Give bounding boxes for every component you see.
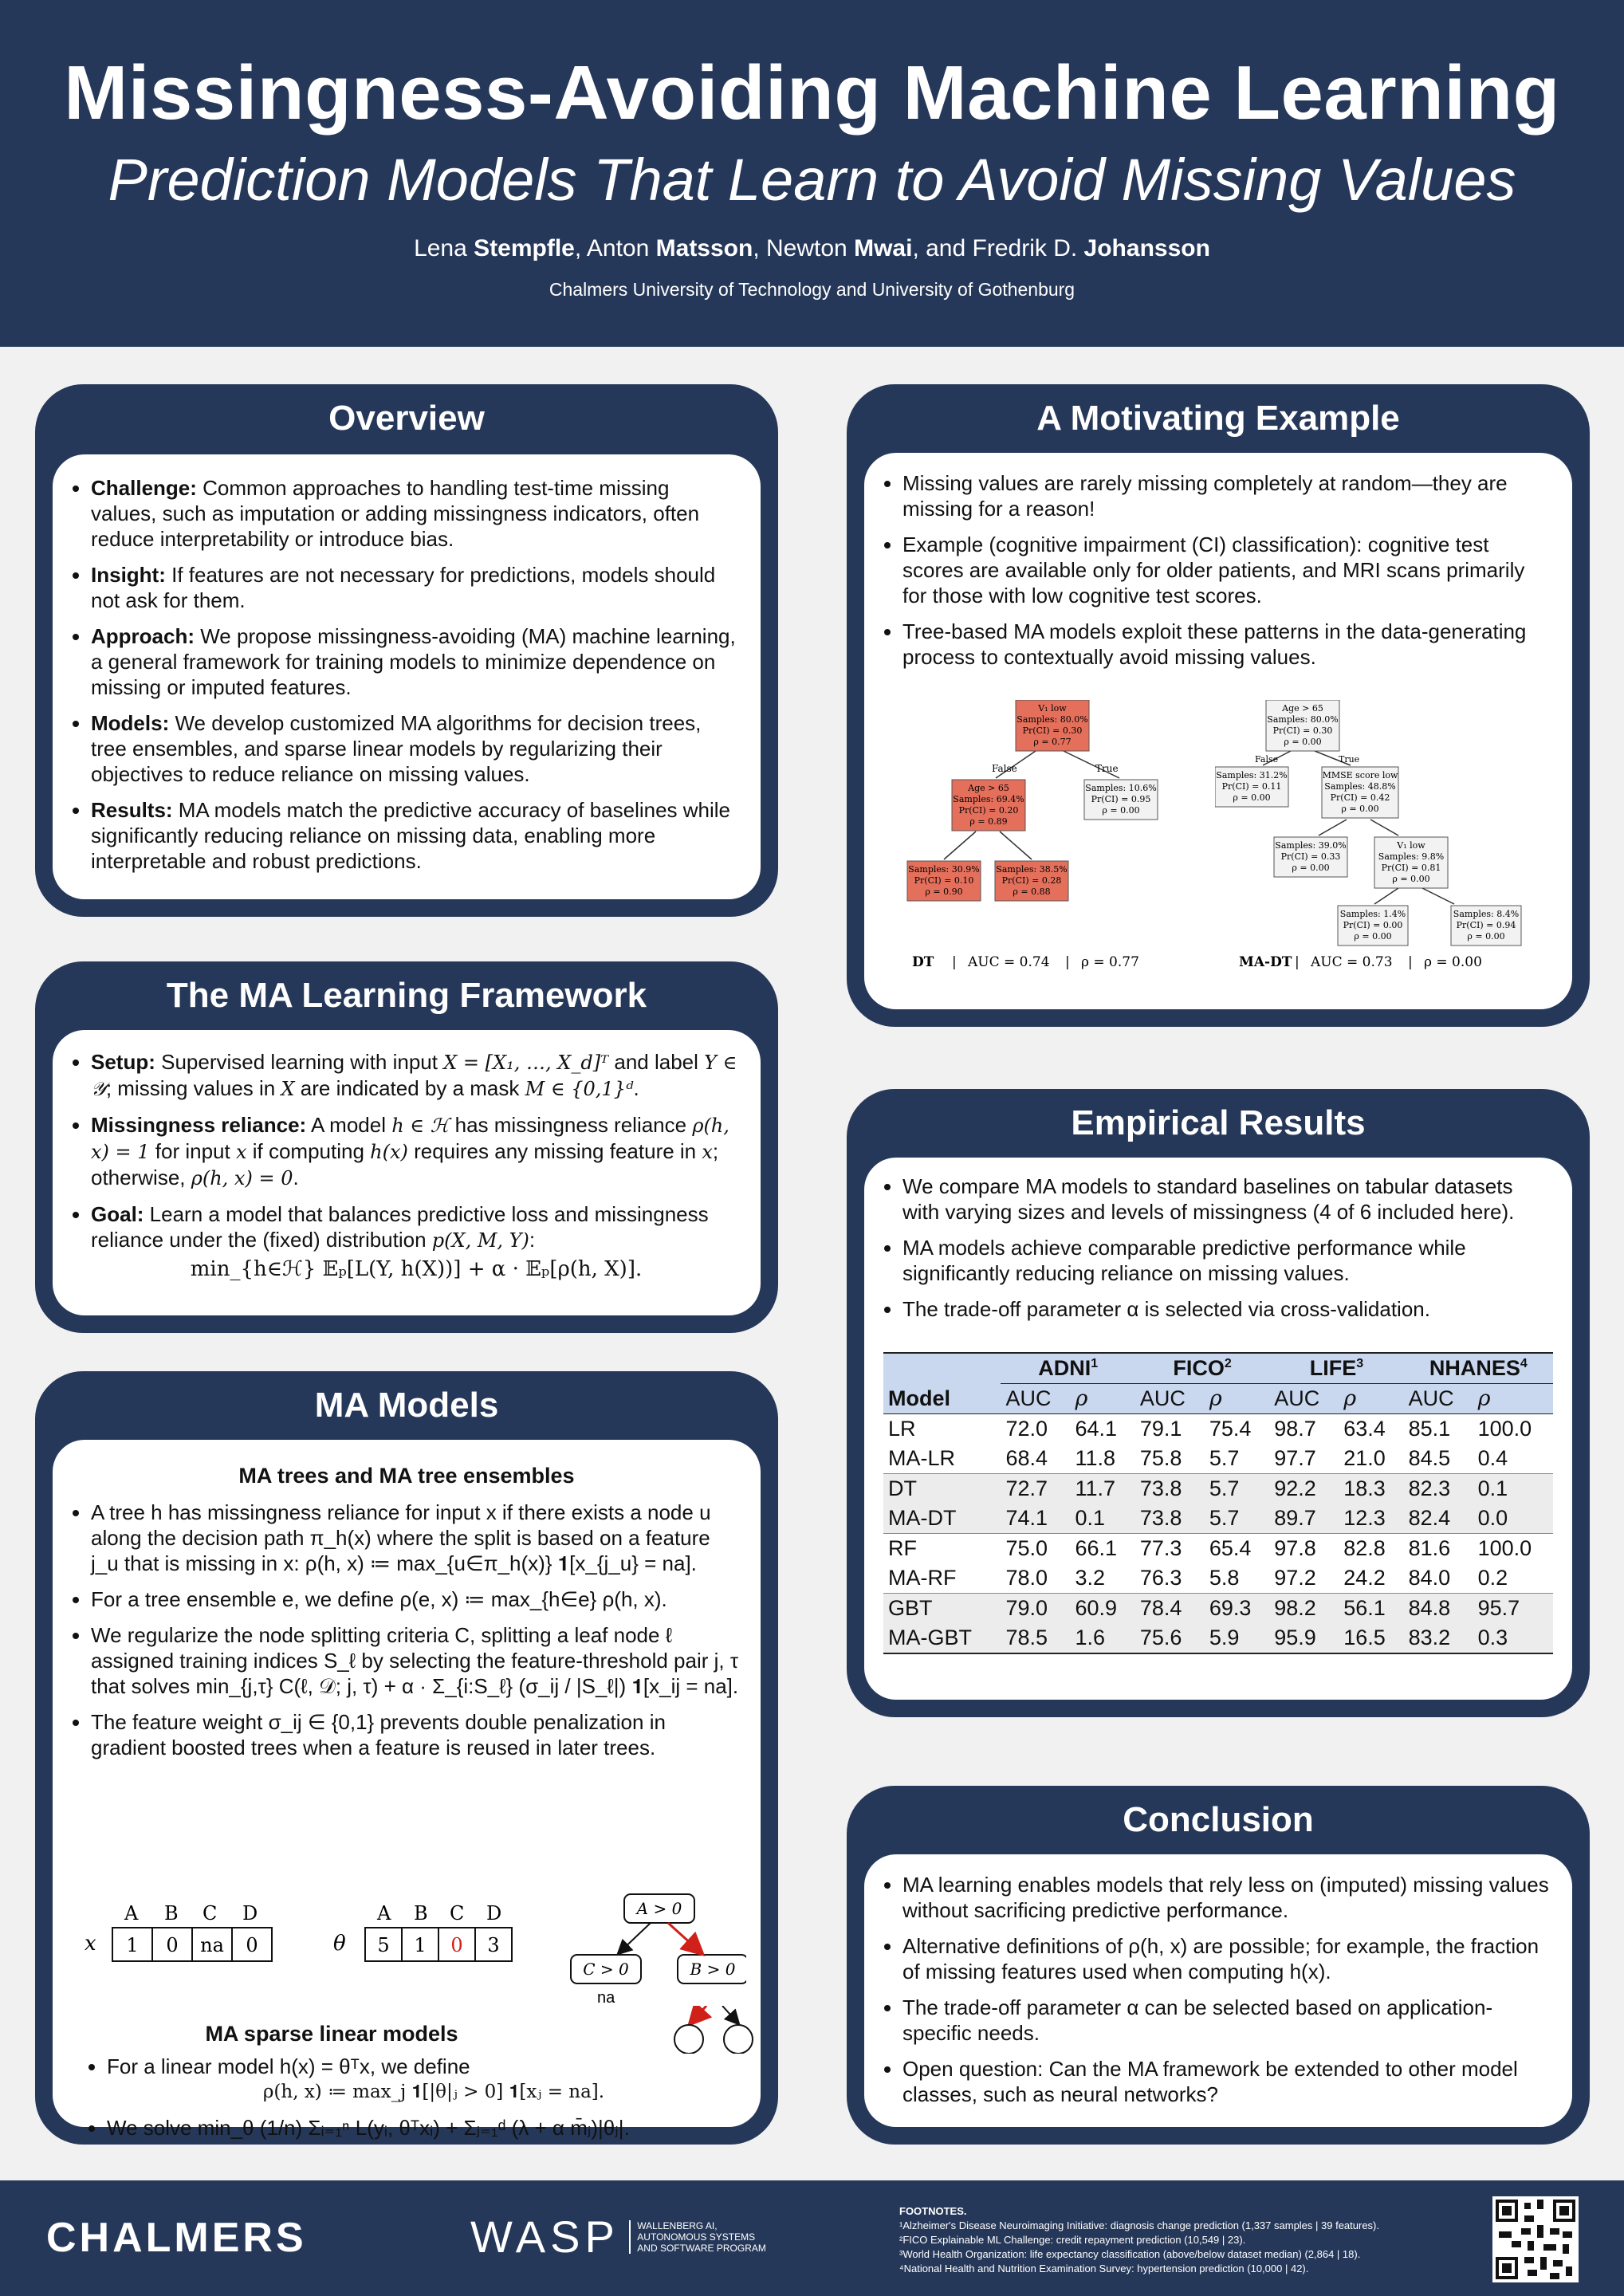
auc-cell: 75.0 [1005,1536,1048,1560]
auc-cell: 78.4 [1139,1596,1182,1620]
model-cell: LR [888,1417,916,1441]
dataset-header: ADNI$^1$ [1001,1353,1134,1384]
svg-text:Pr(CI) = 0.94: Pr(CI) = 0.94 [1456,920,1516,930]
auc-cell: 68.4 [1005,1446,1048,1470]
dataset-header: FICO$^2$ [1135,1353,1269,1384]
auc-cell: 89.7 [1274,1506,1316,1530]
svg-text:ρ = 0.88: ρ = 0.88 [1013,887,1051,897]
conclusion-list [864,1854,1572,2107]
x-value: 0 [246,1934,258,1956]
auc-cell: 79.0 [1005,1596,1048,1620]
rho-cell: 16.5 [1343,1626,1386,1649]
split-example-figure [69,1886,746,2006]
svg-text:Samples: 1.4%: Samples: 1.4% [1339,909,1406,919]
author-1: Lena Stempfle, [414,235,582,261]
poster-footer [0,2180,1624,2296]
linear-heading: MA sparse linear models [205,2022,458,2046]
auc-cell: 73.8 [1139,1506,1182,1530]
auc-cell: 72.7 [1005,1476,1048,1500]
table-row [883,1623,1553,1653]
svg-text:ρ = 0.00: ρ = 0.00 [1392,874,1430,884]
results-table-body [883,1414,1553,1654]
dt-node-leaf-b [995,861,1068,901]
list-item: • Alternative definitions of ρ(h, x) are possible; for example, the fraction of missing features used when computing h(x). [902,1933,1550,1984]
svg-text:AUC = 0.73: AUC = 0.73 [1311,954,1393,970]
rho-cell: 0.4 [1477,1446,1508,1470]
model-cell: MA-DT [888,1506,957,1530]
x-value: 0 [166,1934,179,1956]
svg-text:Samples: 8.4%: Samples: 8.4% [1453,909,1520,919]
rho-cell: 11.8 [1075,1446,1116,1470]
table-row [883,1594,1553,1624]
table-row [883,1504,1553,1534]
svg-text:ρ = 0.90: ρ = 0.90 [925,887,963,897]
list-item: • The trade-off parameter α can be selected based on application-specific needs. [902,1995,1550,2046]
auc-cell: 82.3 [1408,1476,1451,1500]
model-cell: MA-LR [888,1446,956,1470]
footnotes: FOOTNOTES. ¹Alzheimer's Disease Neuroimaging Initiative: diagnosis change prediction (1,337 samples | 39 features). ²FICO Explainable ML Challenge: credit repayment prediction (10,549 | 23). ³World Health Organization: life expectancy classification (above/below dataset median) (2,864 | 18). ⁴National Health and Nutrition Examination Survey: hypertension prediction (10,000 | 42). [899,2205,1379,2274]
dt-node-root [1016,700,1089,751]
svg-text:V₁ low: V₁ low [1038,703,1067,714]
theta-vector [365,1902,512,1961]
auc-cell: 78.5 [1005,1626,1048,1649]
svg-text:|: | [1065,954,1070,970]
svg-text:Samples: 38.5%: Samples: 38.5% [996,864,1068,875]
rho-cell: 0.3 [1477,1626,1508,1649]
framework-list [53,1030,761,1282]
svg-text:ρ = 0.00: ρ = 0.00 [1341,804,1379,814]
list-item: • MA learning enables models that rely less on (imputed) missing values without sacrificing predictive performance. [902,1872,1550,1923]
svg-text:Pr(CI) = 0.81: Pr(CI) = 0.81 [1381,863,1441,873]
rho-cell: 56.1 [1343,1596,1386,1620]
list-item: • Results: MA models match the predictive accuracy of baselines while significantly reducing reliance on missing data, enabling more interpretable and robust predictions. [91,797,737,874]
theta-value-highlight: 0 [450,1934,463,1956]
list-item: • Goal: Learn a model that balances predictive loss and missingness reliance under the (fixed) distribution p(X, M, Y): min_{h∈ℋ} 𝔼ₚ[L(Y, h(X))] + α · 𝔼ₚ[ρ(h, X)]. [91,1201,741,1282]
auc-cell: 97.2 [1274,1566,1316,1590]
svg-text:Pr(CI) = 0.10: Pr(CI) = 0.10 [914,875,974,886]
false-branch-label: False [992,763,1017,774]
model-cell: GBT [888,1596,933,1620]
rho-cell: 21.0 [1343,1446,1386,1470]
true-branch-label: True [1339,754,1360,765]
dataset-header: LIFE$^3$ [1269,1353,1403,1384]
rho-header: ρ [1209,1386,1222,1411]
list-item: • Insight: If features are not necessary for predictions, models should not ask for them. [91,562,737,613]
list-item: • Approach: We propose missingness-avoiding (MA) machine learning, a general framework for training models to minimize dependence on missing or imputed features. [91,623,737,700]
rho-cell: 0.2 [1477,1566,1508,1590]
example-tree-leaves [611,2006,754,2054]
tree-left-node: C > 0 [583,1960,629,1979]
rho-cell: 64.1 [1075,1417,1118,1441]
qr-code-icon [1492,2196,1579,2282]
madt-caption [1239,954,1482,970]
svg-text:|: | [1408,954,1413,970]
rho-cell: 12.3 [1343,1506,1386,1530]
footnote: ²FICO Explainable ML Challenge: credit repayment prediction (10,549 | 23). [899,2234,1246,2246]
list-item: • Challenge: Common approaches to handling test-time missing values, such as imputation or adding missingness indicators, often reduce interpretability or introduce bias. [91,475,737,552]
svg-text:Samples: 80.0%: Samples: 80.0% [1267,714,1339,725]
svg-text:|: | [1295,954,1300,970]
auc-header: AUC [1139,1386,1186,1410]
list-item: • For a tree ensemble e, we define ρ(e, x) ≔ max_{h∈e} ρ(h, x). [91,1586,741,1612]
svg-text:Pr(CI) = 0.42: Pr(CI) = 0.42 [1330,792,1390,803]
true-branch-label: True [1095,763,1119,774]
author-2: Anton Matsson, [586,235,760,261]
author-4: Fredrik D. Johansson [972,235,1210,261]
footnote: ¹Alzheimer's Disease Neuroimaging Initiative: diagnosis change prediction (1,337 samples | 39 features). [899,2219,1379,2231]
list-item: • Models: We develop customized MA algorithms for decision trees, tree ensembles, and sparse linear models by regularizing their objectives to reduce reliance on missing values. [91,710,737,787]
svg-text:DT: DT [912,954,934,970]
linear-reliance-equation: ρ(h, x) ≔ max_j 𝟏[|θ|ⱼ > 0] 𝟏[xⱼ = na]. [262,2082,605,2102]
auc-cell: 92.2 [1274,1476,1316,1500]
poster-title: Missingness-Avoiding Machine Learning [64,50,1560,136]
overview-list [53,454,761,874]
svg-text:Pr(CI) = 0.20: Pr(CI) = 0.20 [958,805,1019,816]
column-label: C [203,1902,218,1924]
theta-vector-label: θ [333,1932,346,1956]
tree-root-node: A > 0 [636,1899,682,1918]
svg-text:Pr(CI) = 0.30: Pr(CI) = 0.30 [1022,725,1083,736]
goal-equation: min_{h∈ℋ} 𝔼ₚ[L(Y, h(X))] + α · 𝔼ₚ[ρ(h, X)]. [190,1257,643,1281]
dt-tree-figure [896,700,1199,1003]
list-item: • Open question: Can the MA framework be extended to other model classes, such as neural networks? [902,2056,1550,2107]
rho-cell: 95.7 [1477,1596,1520,1620]
auc-cell: 77.3 [1139,1536,1182,1560]
auc-cell: 84.8 [1408,1596,1451,1620]
rho-cell: 63.4 [1343,1417,1386,1441]
dt-caption [912,954,1139,970]
rho-cell: 5.7 [1209,1506,1240,1530]
model-column-header: Model [888,1386,950,1410]
svg-text:ρ = 0.00: ρ = 0.00 [1467,931,1505,942]
auc-cell: 98.2 [1274,1596,1316,1620]
x-vector-label: x [85,1932,96,1956]
dt-node-age [952,780,1025,831]
model-cell: MA-GBT [888,1626,972,1649]
list-item: • A tree h has missingness reliance for input x if there exists a node u along the decision path π_h(x) where the split is based on a feature j_u that is missing in x: ρ(h, x) ≔ max_{u∈π_h(x)} 𝟏[x_{j_u} = na]. [91,1500,741,1576]
svg-text:ρ = 0.00: ρ = 0.00 [1354,931,1392,942]
author-3: Newton Mwai, and [766,235,966,261]
overview-title: Overview [328,399,485,438]
rho-cell: 65.4 [1209,1536,1252,1560]
rho-cell: 0.1 [1075,1506,1106,1530]
svg-text:ρ = 0.77: ρ = 0.77 [1081,954,1139,970]
trees-list [53,1500,761,1760]
svg-text:Samples: 69.4%: Samples: 69.4% [953,794,1024,804]
table-row [883,1534,1553,1564]
auc-cell: 83.2 [1408,1626,1451,1649]
framework-panel [35,961,778,1333]
madt-node-leaf-mid [1274,837,1347,877]
column-label: D [242,1902,258,1924]
x-value: 1 [126,1934,139,1956]
chalmers-logo: CHALMERS [46,2215,307,2261]
madt-node-root [1266,700,1339,751]
auc-cell: 72.0 [1005,1417,1048,1441]
svg-text:ρ = 0.00: ρ = 0.00 [1284,737,1322,747]
svg-text:Pr(CI) = 0.11: Pr(CI) = 0.11 [1221,781,1282,792]
rho-cell: 82.8 [1343,1536,1386,1560]
trees-heading: MA trees and MA tree ensembles [238,1464,575,1488]
svg-text:Age > 65: Age > 65 [968,783,1009,793]
auc-cell: 79.1 [1139,1417,1182,1441]
table-subheader-row [883,1384,1553,1414]
list-item: • The feature weight σ_ij ∈ {0,1} prevents double penalization in gradient boosted trees when a feature is reused in later trees. [91,1709,741,1760]
footnote: ³World Health Organization: life expectancy classification (above/below dataset median) (2,864 | 18). [899,2248,1361,2260]
madt-node-mmse [1322,767,1398,818]
svg-text:Samples: 80.0%: Samples: 80.0% [1016,714,1088,725]
list-item: • Missing values are rarely missing completely at random—they are missing for a reason! [902,470,1548,521]
svg-text:ρ = 0.89: ρ = 0.89 [969,816,1008,827]
svg-text:Pr(CI) = 0.30: Pr(CI) = 0.30 [1272,725,1333,736]
framework-title: The MA Learning Framework [166,976,647,1015]
svg-text:Pr(CI) = 0.28: Pr(CI) = 0.28 [1001,875,1062,886]
list-item: • Setup: Supervised learning with input X = [X₁, …, X_d]ᵀ and label Y ∈ 𝒴; missing values in X are indicated by a mask M ∈ {0,1}ᵈ. [91,1049,741,1102]
rho-cell: 0.1 [1477,1476,1508,1500]
list-item: • MA models achieve comparable predictive performance while significantly reducing reliance on missing values. [902,1235,1553,1286]
overview-panel [35,384,778,917]
rho-cell: 66.1 [1075,1536,1118,1560]
model-cell: RF [888,1536,917,1560]
motivating-title: A Motivating Example [1036,399,1400,438]
list-item: • We compare MA models to standard baselines on tabular datasets with varying sizes and levels of missingness (4 of 6 included here). [902,1174,1553,1225]
rho-cell: 11.7 [1075,1476,1116,1500]
rho-cell: 5.9 [1209,1626,1240,1649]
rho-cell: 60.9 [1075,1596,1118,1620]
list-item: • For a linear model h(x) = θᵀx, we define ρ(h, x) ≔ max_j 𝟏[|θ|ⱼ > 0] 𝟏[xⱼ = na]. [107,2054,761,2105]
svg-text:Samples: 9.8%: Samples: 9.8% [1378,851,1445,862]
results-table [883,1352,1553,1654]
footnote: ⁴National Health and Nutrition Examination Survey: hypertension prediction (10,000 | 42). [899,2263,1309,2274]
list-item: • Missingness reliance: A model h ∈ ℋ has missingness reliance ρ(h, x) = 1 for input x if computing h(x) requires any missing feature in x; otherwise, ρ(h, x) = 0. [91,1112,741,1191]
rho-cell: 0.0 [1477,1506,1508,1530]
table-row [883,1563,1553,1594]
auc-cell: 84.5 [1408,1446,1451,1470]
list-item: • We regularize the node splitting criteria C, splitting a leaf node ℓ assigned training indices S_ℓ by selecting the feature-threshold pair j, τ that solves min_{j,τ} C(ℓ, 𝒟; j, τ) + α · Σ_{i:S_ℓ} (σ_ij / |S_ℓ|) 𝟏[x_ij = na]. [91,1622,741,1699]
auc-cell: 84.0 [1408,1566,1451,1590]
conclusion-title: Conclusion [1123,1800,1314,1839]
poster-header [0,0,1624,347]
auc-header: AUC [1408,1386,1454,1410]
false-branch-label: False [1255,754,1279,765]
svg-text:Age > 65: Age > 65 [1282,703,1323,714]
auc-cell: 81.6 [1408,1536,1451,1560]
column-label: A [377,1902,391,1924]
theta-value: 1 [414,1934,427,1956]
rho-cell: 69.3 [1209,1596,1252,1620]
svg-text:|: | [952,954,957,970]
auc-cell: 75.8 [1139,1446,1182,1470]
results-title: Empirical Results [1071,1103,1366,1142]
tree-right-node: B > 0 [690,1960,736,1979]
auc-cell: 97.7 [1274,1446,1316,1470]
svg-text:Samples: 30.9%: Samples: 30.9% [908,864,980,875]
auc-cell: 85.1 [1408,1417,1451,1441]
svg-text:ρ = 0.77: ρ = 0.77 [1033,737,1072,747]
madt-node-v1 [1374,837,1448,888]
svg-text:Samples: 10.6%: Samples: 10.6% [1085,783,1157,793]
poster-subtitle: Prediction Models That Learn to Avoid Missing Values [108,147,1516,213]
rho-header: ρ [1075,1386,1088,1411]
rho-cell: 5.8 [1209,1566,1240,1590]
svg-text:Samples: 39.0%: Samples: 39.0% [1275,840,1347,851]
split-example-svg [69,1886,746,2006]
theta-value: 5 [377,1934,390,1956]
auc-cell: 98.7 [1274,1417,1316,1441]
auc-cell: 97.8 [1274,1536,1316,1560]
column-label: B [164,1902,179,1924]
rho-cell: 75.4 [1209,1417,1252,1441]
table-header-row [883,1353,1553,1384]
rho-cell: 5.7 [1209,1446,1240,1470]
results-table-wrap [883,1352,1553,1654]
madt-node-leaf-c [1338,906,1408,946]
table-row [883,1474,1553,1504]
svg-text:MA-DT: MA-DT [1239,954,1292,970]
rho-header: ρ [1477,1386,1491,1411]
madt-tree-figure [1215,700,1566,1003]
rho-cell: 100.0 [1477,1417,1532,1441]
column-label: A [124,1902,139,1924]
rho-cell: 18.3 [1343,1476,1386,1500]
svg-text:ρ = 0.00: ρ = 0.00 [1102,805,1140,816]
rho-cell: 5.7 [1209,1476,1240,1500]
x-vector [112,1902,272,1961]
x-value: na [200,1934,224,1956]
models-panel [35,1371,778,2145]
dt-node-leaf-a [907,861,981,901]
dt-node-leaf-true [1084,780,1158,820]
auc-header: AUC [1274,1386,1320,1410]
na-label: na [597,1989,615,2006]
example-tree [571,1894,746,2006]
svg-text:V₁ low: V₁ low [1397,840,1425,851]
rho-header: ρ [1343,1386,1357,1411]
affiliation: Chalmers University of Technology and University of Gothenburg [549,279,1075,300]
auc-cell: 73.8 [1139,1476,1182,1500]
list-item: • The trade-off parameter α is selected via cross-validation. [902,1296,1553,1322]
svg-text:ρ = 0.00: ρ = 0.00 [1233,792,1271,803]
svg-text:Samples: 31.2%: Samples: 31.2% [1216,770,1288,780]
linear-list [69,2054,761,2151]
results-panel [847,1089,1590,1717]
table-row [883,1444,1553,1474]
results-list [864,1158,1572,1322]
auc-cell: 76.3 [1139,1566,1182,1590]
column-label: B [414,1902,428,1924]
svg-text:Pr(CI) = 0.33: Pr(CI) = 0.33 [1280,851,1341,862]
conclusion-panel [847,1786,1590,2145]
dataset-header: NHANES$^4$ [1404,1353,1553,1384]
madt-node-leaf-young [1215,767,1288,807]
list-item: • Tree-based MA models exploit these patterns in the data-generating process to contextually avoid missing values. [902,619,1548,670]
rho-cell: 1.6 [1075,1626,1106,1649]
auc-cell: 95.9 [1274,1626,1316,1649]
models-title: MA Models [314,1386,499,1425]
model-cell: MA-RF [888,1566,957,1590]
auc-cell: 75.6 [1139,1626,1182,1649]
madt-node-leaf-d [1451,906,1521,946]
author-list [0,235,1624,262]
table-row [883,1414,1553,1445]
svg-text:AUC = 0.74: AUC = 0.74 [968,954,1050,970]
motivating-panel [847,384,1590,1027]
rho-cell: 3.2 [1075,1566,1106,1590]
svg-text:Samples: 48.8%: Samples: 48.8% [1324,781,1396,792]
wasp-logo: WASP WALLENBERG AI, AUTONOMOUS SYSTEMS AND SOFTWARE PROGRAM [470,2211,766,2262]
theta-value: 3 [487,1934,500,1956]
list-item: • Example (cognitive impairment (CI) classification): cognitive test scores are available only for older patients, and MRI scans primarily for those with low cognitive test scores. [902,532,1548,608]
column-label: D [486,1902,502,1924]
rho-cell: 100.0 [1477,1536,1532,1560]
svg-text:Pr(CI) = 0.00: Pr(CI) = 0.00 [1343,920,1403,930]
auc-cell: 78.0 [1005,1566,1048,1590]
auc-header: AUC [1005,1386,1052,1410]
list-item: • We solve min_θ (1/n) Σᵢ₌₁ⁿ L(yᵢ, θᵀxᵢ) + Σⱼ₌₁ᵈ (λ + α m̄ⱼ)|θⱼ|. [107,2115,761,2141]
motivating-list [864,453,1572,670]
auc-cell: 74.1 [1005,1506,1048,1530]
svg-text:MMSE score low: MMSE score low [1322,770,1398,780]
model-cell: DT [888,1476,917,1500]
svg-text:ρ = 0.00: ρ = 0.00 [1292,863,1330,873]
auc-cell: 82.4 [1408,1506,1451,1530]
svg-text:ρ = 0.00: ρ = 0.00 [1424,954,1482,970]
rho-cell: 24.2 [1343,1566,1386,1590]
svg-text:Pr(CI) = 0.95: Pr(CI) = 0.95 [1091,794,1151,804]
column-label: C [450,1902,465,1924]
